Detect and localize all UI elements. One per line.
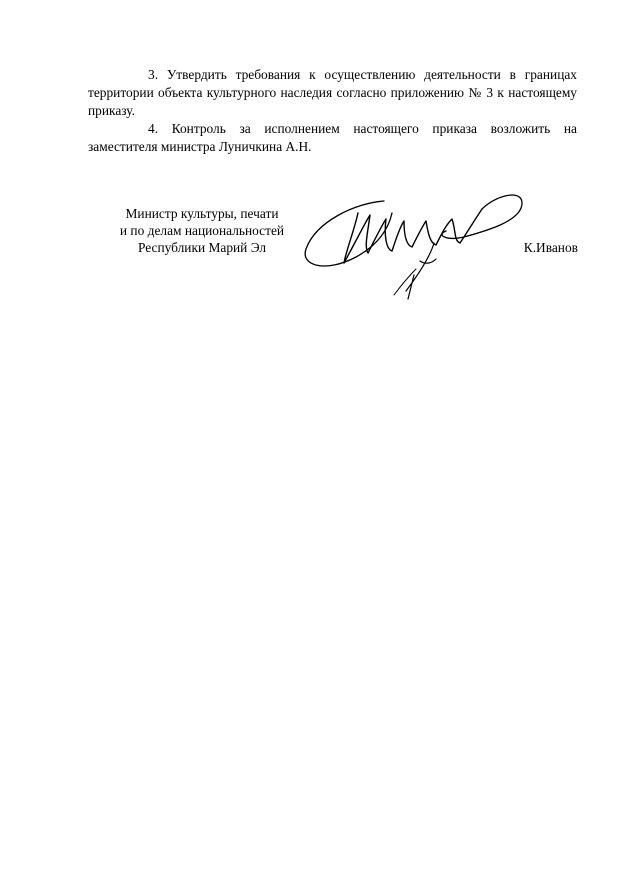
signature-descender-stroke: [406, 243, 436, 299]
signer-position-line: Министр культуры, печати: [125, 206, 279, 221]
signer-position-line: и по делам национальностей: [119, 223, 285, 238]
signature-loop-stroke: [305, 201, 392, 266]
signer-position-line: Республики Марий Эл: [137, 240, 267, 255]
signature-block: [100, 205, 578, 315]
order-text: [88, 66, 577, 156]
signer-name: К.Иванов: [523, 240, 578, 255]
handwritten-signature: [296, 191, 528, 309]
signer-position: [100, 205, 304, 256]
paragraph-item-4: 4. Контроль за исполнением настоящего приказа возложить на заместителя министра Луничкина А.Н.: [88, 121, 577, 154]
signature-letters-stroke: [344, 209, 482, 263]
signature-flourish-stroke: [442, 195, 522, 238]
paragraph-item-3: 3. Утвердить требования к осуществлению деятельности в границах территории объекта культурного наследия согласно приложению № 3 к настоящему приказу.: [88, 67, 577, 118]
